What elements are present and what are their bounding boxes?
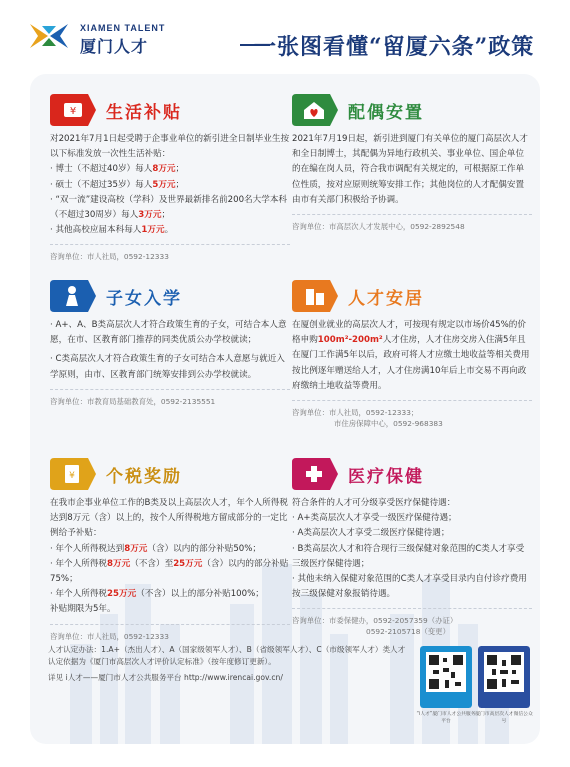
xiamen-talent-logo [28,20,70,52]
section-body [50,318,290,383]
divider [292,608,532,609]
content-panel [30,74,540,744]
qr-code-icon [478,646,530,708]
svg-text:¥: ¥ [69,471,75,481]
section-header [292,94,532,128]
section-children-school [50,280,290,407]
list-item: · A类高层次人才享受二级医疗保健待遇； [292,528,450,539]
section-medical-care [292,458,532,637]
list-item: · B类高层次人才和符合现行三级保健对象范围的C类人才享受三级医疗保健待遇； [292,543,525,569]
section-tax-reward [50,458,290,642]
contact-info: 咨询单位：市委保健办，0592-2057359（办证） 0592-2105718（变更） [292,616,458,637]
body-text: 2021年7月19日起，新引进到厦门有关单位的厦门高层次人才和全日制博士，其配偶为异地行政机关、事业单位、国企单位的在编在岗人员，符合我市调配有关规定的，可根据原工作单位性质，按对应原则统筹安排工作；其他岗位的人才配偶安置由市有关部门积极给予协调。 [292,134,528,205]
body-text: 在厦创业就业的高层次人才，可按现有规定以市场价45%的价格申购100m²-200m²人才住房，人才住房交房入住满5年且在厦门工作满5年以后，政府可将人才应缴土地收益等相关费用按比例逐年赠送给人才，人才住房满10年后上市交易不再向政府缴纳土地收益等费用。 [292,320,530,391]
divider [50,244,290,245]
divider [292,400,532,401]
tax-icon [50,458,96,490]
section-title: 医疗保健 [348,467,424,487]
list-item: · 年个人所得税达到8万元（含）以内的部分补贴50%； [50,543,262,554]
contact-info: 咨询单位：市教育局基础教育处，0592-2135551 [50,396,216,406]
section-body [292,318,532,394]
list-item: · C类高层次人才符合政策生育的子女可结合本人意愿与就近入学原则，由市、区教育部门统筹安排到公办学校就读。 [50,354,285,380]
page-title: 一张图看懂“留厦六条”政策 [254,34,535,60]
section-body [50,132,290,238]
section-header [292,458,532,492]
list-item: · “双一流”建设高校（学科）及世界最新排名前200名大学本科（不超过30周岁）每人3万元； [50,194,288,221]
section-living-subsidy [50,94,290,262]
contact-info: 咨询单位：市人社局，0592-12333 [50,252,169,262]
list-item: · 硕士（不超过35岁）每人5万元； [50,179,185,190]
section-title: 子女入学 [106,289,182,309]
intro-text: 在我市企事业单位工作的B类及以上高层次人才，年个人所得税达到8万元（含）以上的，按个人所得税地方留成部分的一定比例给予补贴： [50,498,288,539]
section-body [50,496,290,618]
section-header [292,280,532,314]
list-item: · 年个人所得税8万元（不含）至25万元（含）以内的部分补贴75%； [50,558,289,585]
page-header [0,0,570,72]
section-title: 人才安居 [348,289,424,309]
list-item: · A+、A、B类高层次人才符合政策生育的子女，可结合本人意愿，在市、区教育部门推荐的同类优质公办学校就读； [50,320,287,346]
brand-english: XIAMEN TALENT [80,23,166,33]
list-item: · A+类高层次人才享受一级医疗保健待遇； [292,513,457,524]
section-talent-housing [292,280,532,429]
footer-notes [48,644,408,684]
section-body [292,132,532,208]
section-title: 个税奖励 [106,467,182,487]
divider [50,624,290,625]
qr-caption: “i人才”厦门市人才公共服务平台 [416,712,476,724]
brand-chinese: 厦门人才 [80,37,149,56]
list-item: · 其他未纳入保健对象范围的C类人才享受目录内自付诊疗费用按三级保健对象报销待遇。 [292,574,527,600]
divider [50,389,290,390]
building-icon [292,280,338,312]
section-header [50,280,290,314]
medical-cross-icon [292,458,338,490]
contact-info: 咨询单位：市人社局，0592-12333； 市住房保障中心，0592-968383 [292,408,443,429]
intro-text: 符合条件的人才可分级享受医疗保健待遇： [292,498,456,508]
footer-link-text[interactable]: 详见 i人才——厦门市人才公共服务平台 http://www.irencai.gov.cn/ [48,673,283,682]
child-icon [50,280,96,312]
section-body [292,496,532,602]
qr-caption: 厦门市高层次人才微信公众号 [475,712,533,724]
divider [292,214,532,215]
section-header [50,94,290,128]
contact-info: 咨询单位：市人社局，0592-12333 [50,631,169,641]
outro-text: 补贴期限为5年。 [50,604,116,615]
section-spouse-placement [292,94,532,232]
section-title: 生活补贴 [106,103,182,123]
section-header [50,458,290,492]
footer-criteria: 人才认定办法：1.A+（杰出人才）、A（国家级领军人才）、B（省级领军人才）、C（市级领军人才）类人才认定依据为《厦门市高层次人才评价认定标准》（按年度修订更新）。 [48,645,406,666]
qr-code-icon [420,646,472,708]
list-item: · 博士（不超过40岁）每人8万元； [50,164,185,175]
intro-text: 对2021年7月1日起受聘于企事业单位的新引进全日制毕业生按以下标准发放一次性生活补贴： [50,134,290,160]
list-item: · 其他高校应届本科每人1万元。 [50,225,174,236]
list-item: · 年个人所得税25万元（不含）以上的部分补贴100%； [50,589,264,600]
contact-info: 咨询单位：市高层次人才发展中心，0592-2892548 [292,222,465,232]
section-title: 配偶安置 [348,103,424,123]
svg-text:¥: ¥ [69,106,77,117]
money-icon [50,94,96,126]
house-heart-icon [292,94,338,126]
